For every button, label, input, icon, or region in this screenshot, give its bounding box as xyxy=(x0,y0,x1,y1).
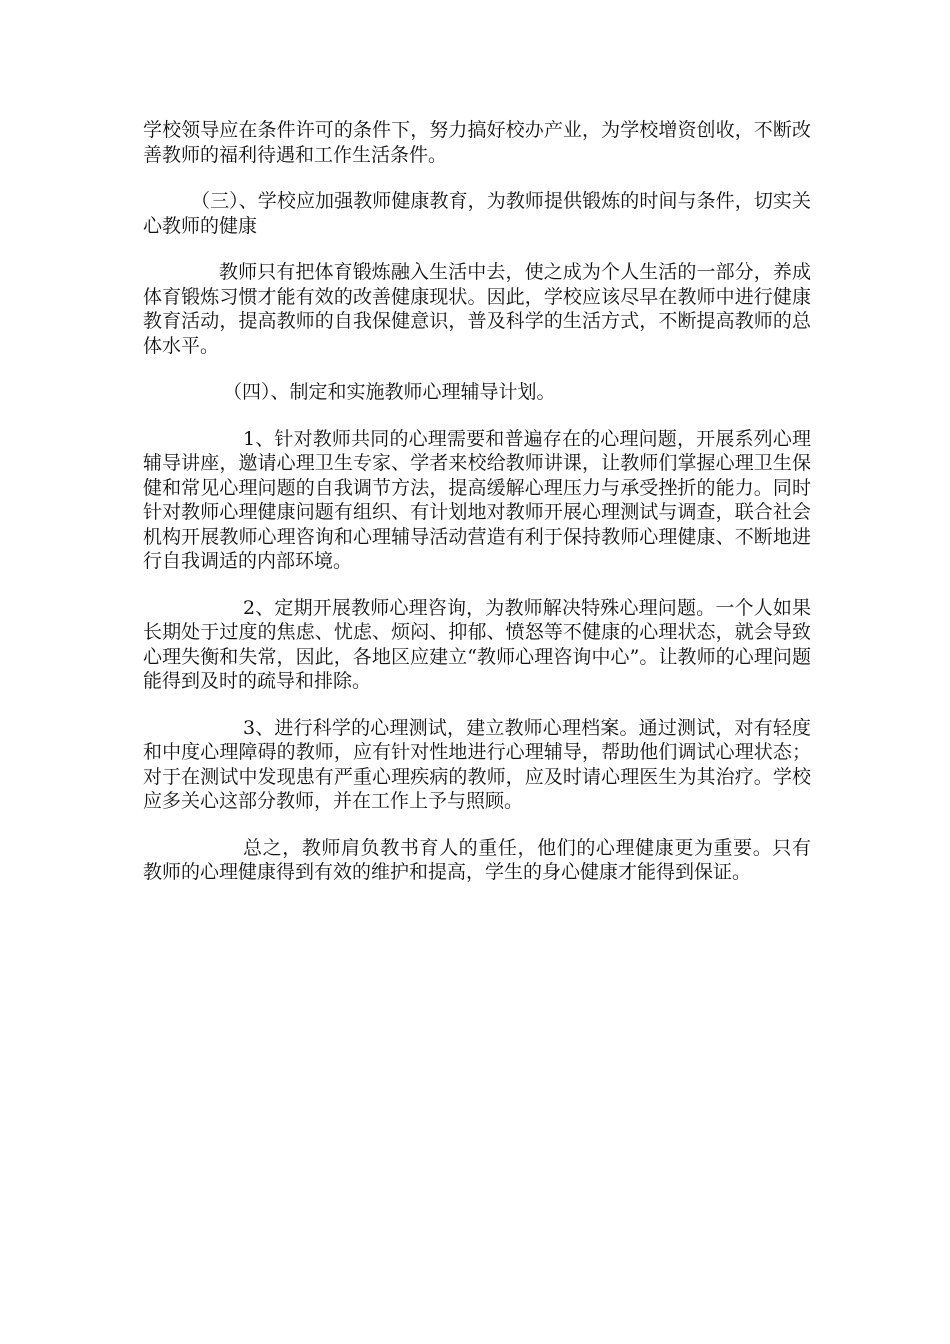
document-body xyxy=(143,118,811,907)
paragraph-school-leadership: 学校领导应在条件许可的条件下，努力搞好校办产业，为学校增资创收，不断改善教师的福利待遇和工作生活条件。 xyxy=(143,119,811,166)
paragraph-item-2: 2、定期开展教师心理咨询，为教师解决特殊心理问题。一个人如果长期处于过度的焦虑、忧虑、烦闷、抑郁、愤怒等不健康的心理状态，就会导致心理失衡和失常，因此，各地区应建立“教师心理咨询中心”。让教师的心理问题能得到及时的疏导和排除。 xyxy=(143,596,811,692)
paragraph-conclusion: 总之，教师肩负教书育人的重任，他们的心理健康更为重要。只有教师的心理健康得到有效的维护和提高，学生的身心健康才能得到保证。 xyxy=(143,836,811,883)
paragraph-item-1: 1、针对教师共同的心理需要和普遍存在的心理问题，开展系列心理辅导讲座，邀请心理卫生专家、学者来校给教师讲课，让教师们掌握心理卫生保健和常见心理问题的自我调节方法，提高缓解心理压力与承受挫折的能力。同时针对教师心理健康问题有组织、有计划地对教师开展心理测试与调查，联合社会机构开展教师心理咨询和心理辅导活动营造有利于保持教师心理健康、不断地进行自我调适的内部环境。 xyxy=(143,427,811,572)
paragraph-physical-exercise: 教师只有把体育锻炼融入生活中去，使之成为个人生活的一部分，养成体育锻炼习惯才能有效的改善健康现状。因此，学校应该尽早在教师中进行健康教育活动，提高教师的自我保健意识，普及科学的生活方式，不断提高教师的总体水平。 xyxy=(143,261,811,357)
section-heading-four: （四）、制定和实施教师心理辅导计划。 xyxy=(223,381,556,403)
section-heading-three: （三）、学校应加强教师健康教育，为教师提供锻炼的时间与条件，切实关心教师的健康 xyxy=(143,190,811,237)
paragraph-item-3: 3、进行科学的心理测试，建立教师心理档案。通过测试，对有轻度和中度心理障碍的教师，应有针对性地进行心理辅导，帮助他们调试心理状态；对于在测试中发现患有严重心理疾病的教师，应及时请心理医生为其治疗。学校应多关心这部分教师，并在工作上予与照顾。 xyxy=(143,716,811,812)
